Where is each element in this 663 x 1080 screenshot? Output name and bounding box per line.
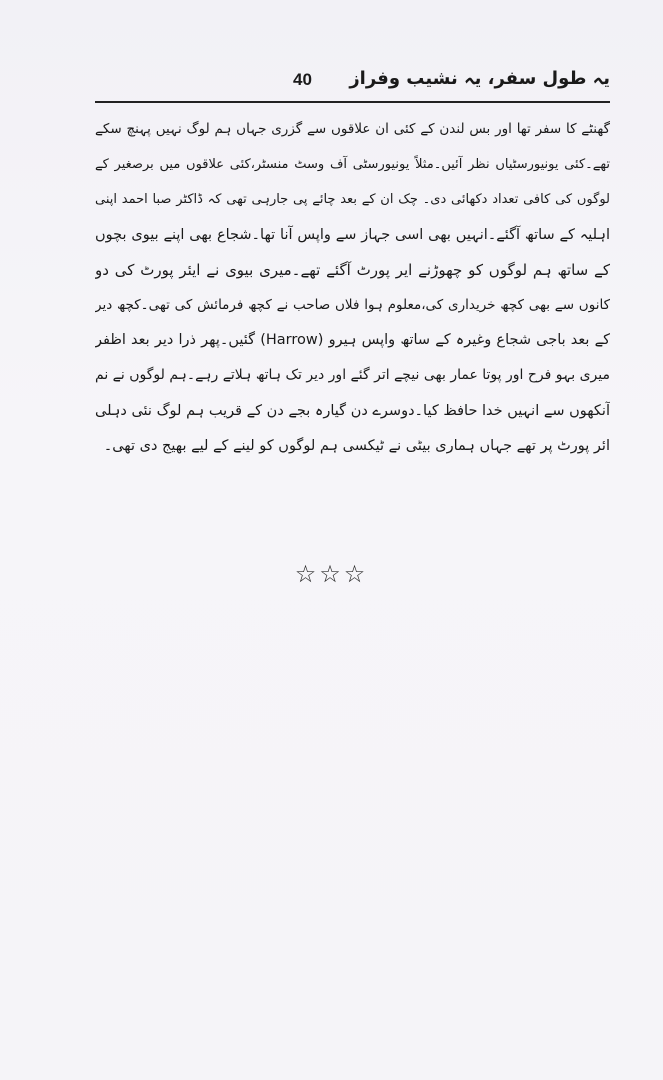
header-rule: [95, 101, 610, 103]
page-header: [95, 62, 610, 102]
section-end-stars: ☆☆☆: [294, 560, 369, 588]
text-line: کانوں سے بھی کچھ خریداری کی،معلوم ہوا فلاں صاحب نے کچھ فرمائش کی تھی۔کچھ دیر: [95, 296, 610, 313]
text-line: ائر پورٹ پر تھے جہاں ہماری بیٹی نے ٹیکسی ہم لوگوں کو لینے کے لیے بھیج دی تھی۔: [103, 437, 610, 454]
text-line: کے بعد باجی شجاع وغیرہ کے ساتھ واپس ہیرو (Harrow) گئیں۔پھر ذرا دیر بعد اظفر: [95, 332, 610, 349]
running-title: یہ طول سفر، یہ نشیب وفراز: [349, 68, 610, 89]
text-line: میری بہو فرح اور پوتا عمار بھی نیچے اتر گئے اور دیر تک ہاتھ ہلاتے رہے۔ہم لوگوں نے نم: [95, 367, 610, 384]
page-number: 40: [293, 70, 312, 89]
text-line: اہلیہ کے ساتھ آگئے۔انہیں بھی اسی جہاز سے واپس آنا تھا۔شجاع بھی اپنے بیوی بچوں: [95, 226, 610, 243]
text-line: لوگوں کی کافی تعداد دکھائی دی۔ چک ان کے بعد چائے پی جارہی تھی کہ ڈاکٹر صبا احمد اپنی: [95, 192, 610, 208]
text-line: آنکھوں سے انہیں خدا حافظ کیا۔دوسرے دن گیارہ بجے دن کے قریب ہم لوگ نئی دہلی: [95, 402, 610, 419]
text-line: کے ساتھ ہم لوگوں کو چھوڑنے ایر پورٹ آگئے تھے۔میری بیوی نے ایئر پورٹ کی دو: [95, 260, 610, 279]
body-text: [95, 112, 610, 464]
text-line: تھے۔کئی یونیورسٹیاں نظر آئیں۔مثلاً یونیورسٹی آف وسٹ منسٹر،کئی علاقوں میں برصغیر کے: [95, 157, 610, 173]
text-line: گھنٹے کا سفر تھا اور بس لندن کے کئی ان علاقوں سے گزری جہاں ہم لوگ نہیں پہنچ سکے: [95, 121, 610, 137]
